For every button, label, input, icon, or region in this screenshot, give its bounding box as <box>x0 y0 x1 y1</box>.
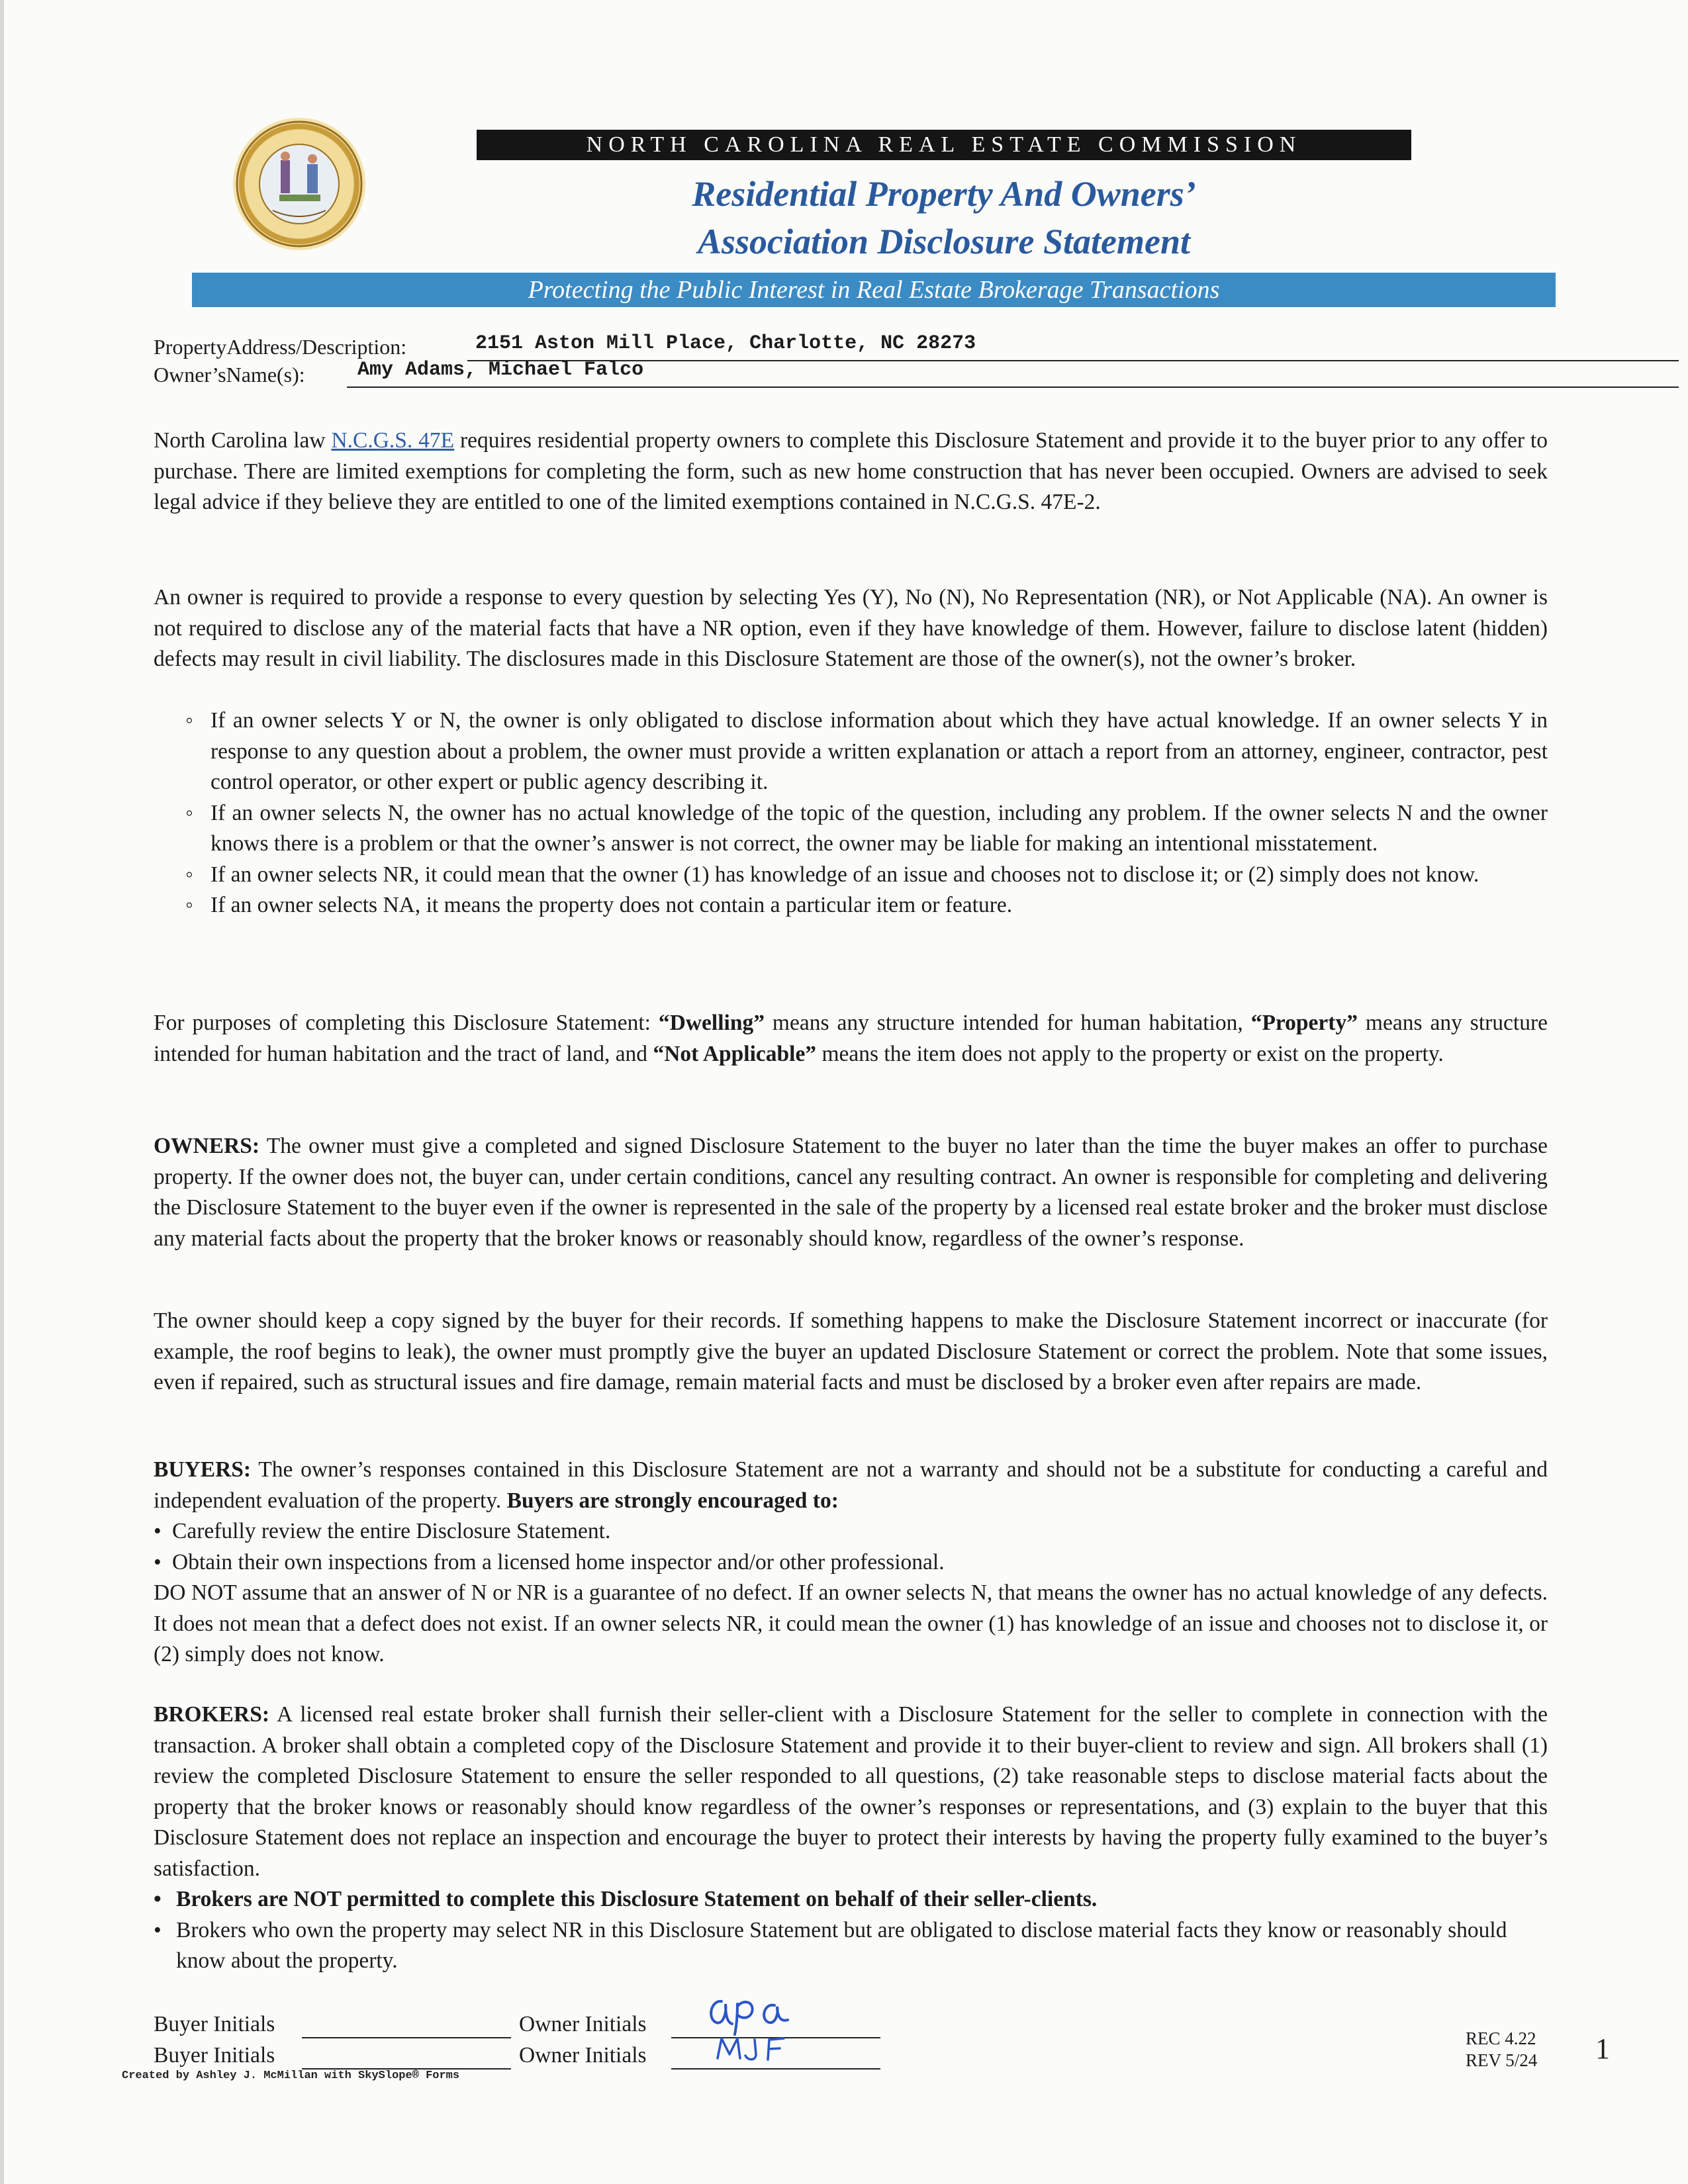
bullet-circle-icon: ◦ <box>185 893 193 917</box>
definitions-text: means any structure intended for human habitation and the tract of land, and <box>154 1011 1548 1066</box>
list-item <box>154 1915 1548 1977</box>
property-address-label: PropertyAddress/Description: <box>154 335 407 359</box>
responses-paragraph <box>154 582 1548 675</box>
term-property: “Property” <box>1250 1011 1358 1035</box>
definitions-text: For purposes of completing this Disclosure Statement: <box>154 1011 659 1035</box>
property-address-underline <box>467 360 1679 361</box>
forms-credit: Created by Ashley J. McMillan with SkySlope® Forms <box>122 2070 460 2082</box>
owner-initials-field-2[interactable] <box>519 2043 647 2068</box>
brokers-text: A licensed real estate broker shall furnish their seller-client with a Disclosure Statement for the seller to complete in connection with the transaction. A broker shall obtain a completed copy of the Disclosure Statement and provide it to their buyer-client to review and sign. All brokers shall (1) review the completed Disclosure Statement to ensure the seller responded to all questions, (2) take reasonable steps to disclose material facts about the property that the broker knows or reasonably should know regardless of the owner’s responses or representations, and (3) explain to the buyer that this Disclosure Statement does not replace an inspection and encourage the buyer to protect their interests by having the property fully examined to the buyer’s satisfaction. <box>154 1702 1548 1881</box>
commission-seal-logo <box>233 118 365 250</box>
tagline-band: Protecting the Public Interest in Real Estate Brokerage Transactions <box>192 273 1556 307</box>
bullet-text: If an owner selects NR, it could mean that the owner (1) has knowledge of an issue and chooses not to disclose it; or (2) simply does not know. <box>211 862 1479 887</box>
bullet-dot-icon: • <box>154 1519 162 1543</box>
list-item <box>185 890 1548 921</box>
bullet-text: Brokers who own the property may select NR in this Disclosure Statement but are obligated to disclose material facts they know or reasonably should know about the property. <box>176 1917 1507 1973</box>
owner-initials-signature-1 <box>702 1987 801 2036</box>
list-item <box>154 1516 1548 1547</box>
bullet-circle-icon: ◦ <box>185 862 193 887</box>
brokers-heading: BROKERS: <box>154 1702 269 1727</box>
buyer-initials-field-1[interactable] <box>154 2012 275 2037</box>
buyer-initials-label: Buyer Initials <box>154 2012 275 2036</box>
bullet-text: Brokers are NOT permitted to complete this Disclosure Statement on behalf of their seller-clients. <box>176 1887 1098 1911</box>
owner-initials-label: Owner Initials <box>519 2012 647 2036</box>
owners-copy-paragraph <box>154 1306 1548 1398</box>
buyers-encourage: Buyers are strongly encouraged to: <box>506 1488 839 1513</box>
property-address-value[interactable]: 2151 Aston Mill Place, Charlotte, NC 28273 <box>475 332 976 355</box>
owners-section <box>154 1131 1548 1254</box>
list-item <box>185 798 1548 860</box>
page-number: 1 <box>1595 2032 1610 2065</box>
owner-initials-signature-2 <box>715 2034 801 2065</box>
intro-text-end: requires residential property owners to complete this Disclosure Statement and provide it to the buyer prior to any offer to purchase. There are limited exemptions for completing the form, such as new home construction that has never been occupied. Owners are advised to seek legal advice if they believe they are entitled to one of the limited exemptions contained in N.C.G.S. 47E-2. <box>154 428 1548 514</box>
bullet-circle-icon: ◦ <box>185 708 193 733</box>
owners-copy-text: The owner should keep a copy signed by the buyer for their records. If something happens to make the Disclosure Statement incorrect or inaccurate (for example, the roof begins to leak), the owner must promptly give the buyer an updated Disclosure Statement or correct the problem. Note that some issues, even if repaired, such as structural issues and fire damage, remain material facts and must be disclosed by a broker even after repairs are made. <box>154 1308 1548 1394</box>
form-revision: REV 5/24 <box>1466 2050 1538 2070</box>
intro-paragraph <box>154 426 1548 518</box>
bullet-text: If an owner selects NA, it means the property does not contain a particular item or feature. <box>211 893 1013 917</box>
responses-text: An owner is required to provide a response to every question by selecting Yes (Y), No (N), No Representation (NR), or Not Applicable (NA). An owner is not required to disclose any of the material facts that have a NR option, even if they have knowledge of them. However, failure to disclose latent (hidden) defects may result in civil liability. The disclosures made in this Disclosure Statement are those of the owner(s), not the owner’s broker. <box>154 585 1548 671</box>
bullet-dot-icon: • <box>154 1549 162 1574</box>
bullet-text: Carefully review the entire Disclosure Statement. <box>172 1519 611 1543</box>
list-item <box>154 1884 1548 1915</box>
bullet-text: If an owner selects Y or N, the owner is only obligated to disclose information about which they have actual knowledge. If an owner selects Y in response to any question about a problem, the owner must provide a written explanation or attach a report from an attorney, engineer, contractor, pest control operator, or other expert or public agency describing it. <box>211 708 1548 794</box>
intro-text-start: North Carolina law <box>154 428 332 453</box>
definitions-text: means the item does not apply to the property or exist on the property. <box>816 1041 1444 1066</box>
buyers-heading: BUYERS: <box>154 1457 252 1482</box>
owner-initials-label: Owner Initials <box>519 2043 647 2068</box>
bullet-dot-icon: • <box>154 1917 162 1942</box>
commission-banner: NORTH CAROLINA REAL ESTATE COMMISSION <box>477 130 1411 160</box>
owners-text: The owner must give a completed and signed Disclosure Statement to the buyer no later than the time the buyer makes an offer to purchase property. If the owner does not, the buyer can, under certain conditions, cancel any resulting contract. An owner is responsible for completing and delivering the Disclosure Statement to the buyer even if the owner is represented in the sale of the property by a licensed real estate broker and the broker must disclose any material facts about the property that the broker knows or reasonably should know, regardless of the owner’s response. <box>154 1134 1548 1251</box>
bullet-dot-icon: • <box>154 1887 162 1911</box>
owners-name-value[interactable]: Amy Adams, Michael Falco <box>357 359 644 381</box>
list-item <box>154 1547 1548 1578</box>
term-not-applicable: “Not Applicable” <box>653 1041 817 1066</box>
responses-bullet-list <box>185 705 1548 921</box>
bullet-text: Obtain their own inspections from a licensed home inspector and/or other professional. <box>172 1549 945 1574</box>
form-title-line-2: Association Disclosure Statement <box>697 222 1191 261</box>
owner-initials-line <box>671 2068 880 2070</box>
buyer-initials-line <box>302 2037 511 2038</box>
brokers-section <box>154 1700 1548 1977</box>
scan-edge <box>0 0 4 2184</box>
definitions-text: means any structure intended for human habitation, <box>764 1011 1251 1035</box>
list-item <box>185 705 1548 798</box>
owners-name-label: Owner’sName(s): <box>154 363 305 387</box>
term-dwelling: “Dwelling” <box>658 1011 765 1035</box>
buyers-text: The owner’s responses contained in this Disclosure Statement are not a warranty and should not be a substitute for conducting a careful and independent evaluation of the property. <box>154 1457 1548 1513</box>
buyers-warning: DO NOT assume that an answer of N or NR is a guarantee of no defect. If an owner selects N, that means the owner has no actual knowledge of any defects. It does not mean that a defect does not exist. If an owner selects NR, it could mean the owner (1) has knowledge of an issue and chooses not to disclose it, or (2) simply does not know. <box>154 1580 1548 1666</box>
owners-heading: OWNERS: <box>154 1134 260 1158</box>
form-code: REC 4.22 <box>1466 2028 1536 2048</box>
owners-name-underline <box>347 387 1679 388</box>
bullet-circle-icon: ◦ <box>185 800 193 825</box>
buyer-initials-label: Buyer Initials <box>154 2043 275 2068</box>
buyers-section <box>154 1455 1548 1670</box>
list-item <box>185 860 1548 891</box>
form-title-line-1: Residential Property And Owners’ <box>692 174 1196 214</box>
bullet-text: If an owner selects N, the owner has no actual knowledge of the topic of the question, including any problem. If the owner selects N and the owner knows there is a problem or that the owner’s answer is not correct, the owner may be liable for making an intentional misstatement. <box>211 800 1548 856</box>
buyer-initials-field-2[interactable] <box>154 2043 275 2068</box>
ncgs-47e-link[interactable]: N.C.G.S. 47E <box>331 428 455 453</box>
owner-initials-field-1[interactable] <box>519 2012 647 2037</box>
definitions-paragraph <box>154 1008 1548 1069</box>
